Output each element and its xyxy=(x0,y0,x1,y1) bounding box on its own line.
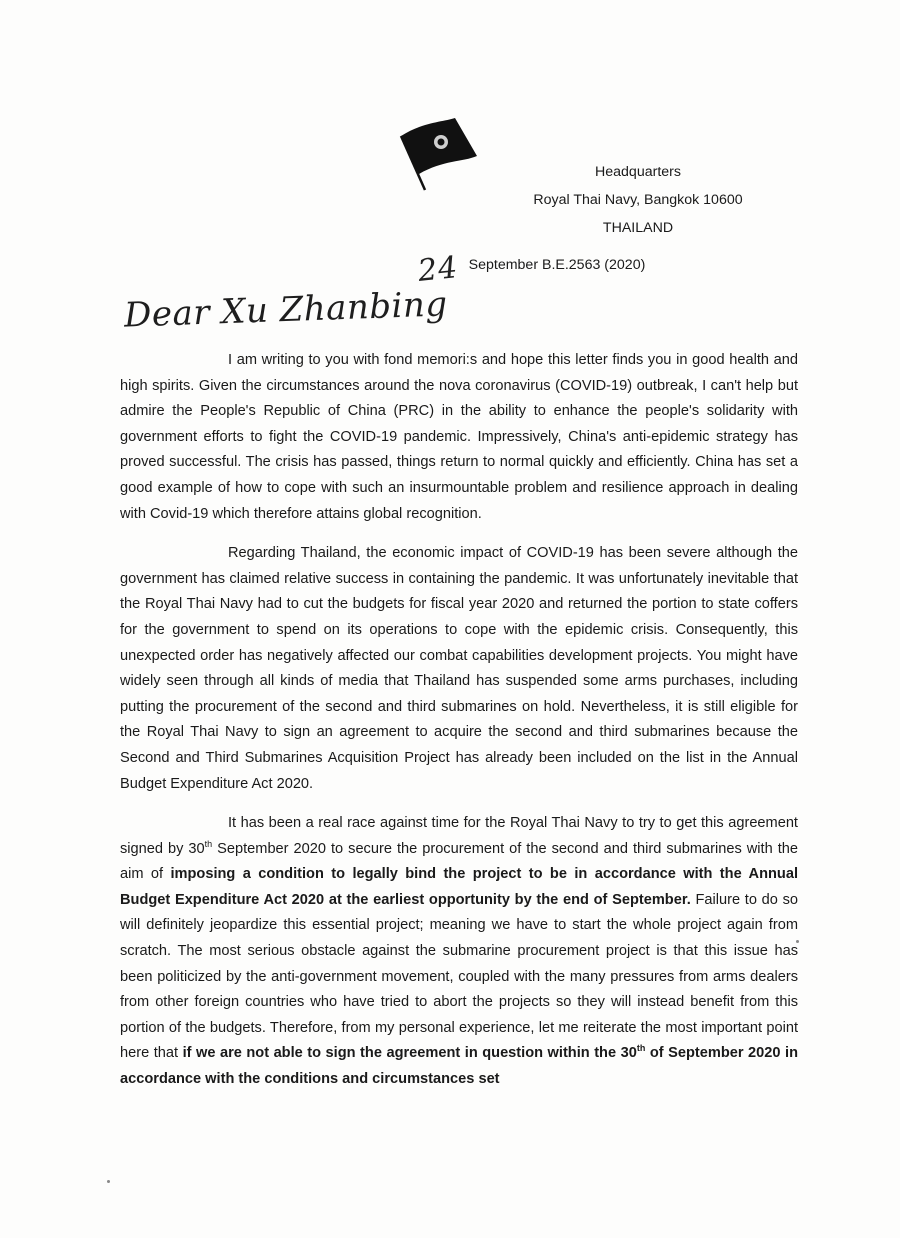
handwritten-salutation: Dear Xu Zhanbing xyxy=(123,284,449,336)
letterhead-address xyxy=(498,158,778,242)
paragraph-1: I am writing to you with fond memori:s and hope this letter finds you in good health and high spirits. Given the circumstances around the nova coronavirus (COVID-19) outbreak, I can't help but admire the People's Republic of China (PRC) in the ability to enhance the people's solidarity with government efforts to fight the COVID-19 pandemic. Impressively, China's anti-epidemic strategy has proved successful. The crisis has passed, things return to normal quickly and efficiently. China has set a good example of how to cope with such an insurmountable problem and resilience approach in dealing with Covid-19 which therefore attains global recognition. xyxy=(120,352,798,522)
paragraph-3 xyxy=(120,811,798,1093)
paragraph-3-bold-2 xyxy=(120,1045,798,1087)
paragraph-3-bold-2b: of September 2020 in accordance with the conditions and circumstances set xyxy=(120,1045,798,1088)
royal-thai-navy-flag-icon xyxy=(393,112,483,192)
scan-speck xyxy=(107,1180,110,1183)
paragraph-2: Regarding Thailand, the economic impact of COVID-19 has been severe although the government has claimed relative success in containing the pandemic. It was unfortunately inevitable that the Royal Thai Navy had to cut the budgets for fiscal year 2020 and returned the portion to state coffers for the government to spend on its operations to cope with the epidemic crisis. Consequently, this unexpected order has negatively affected our combat capabilities development projects. You might have widely seen through all kinds of media that Thailand has suspended some arms purchases, including putting the procurement of the second and third submarines on hold. Nevertheless, it is still eligible for the Royal Thai Navy to sign an agreement to acquire the second and third submarines because the Second and Third Submarines Acquisition Project has already been included on the list in the Annual Budget Expenditure Act 2020. xyxy=(120,545,798,792)
handwritten-day: 24 xyxy=(416,249,460,290)
superscript-th-2: th xyxy=(636,1043,646,1054)
paragraph-3-text-b: September 2020 to secure the procurement of the second and third submarines with the aim of xyxy=(120,840,799,883)
letter-body xyxy=(120,348,798,1107)
paragraph-3-bold-1: imposing a condition to legally bind the project to be in accordance with the Annual Budget Expenditure Act 2020 at the earliest opportunity by the end of September. xyxy=(120,866,798,908)
scan-speck xyxy=(796,940,799,943)
letter-date xyxy=(416,249,646,292)
address-line-country: THAILAND xyxy=(602,220,674,236)
paragraph-3-text-c: Failure to do so will definitely jeopardize this essential project; meaning we have to start the whole project again from scratch. The most serious obstacle against the submarine procurement project is that this issue has been politicized by the anti-government movement, coupled with the many pressures from arms dealers from other foreign countries who have tried to abort the projects so they will instead benefit from this portion of the budgets. Therefore, from my personal experience, let me reiterate the most important point here that xyxy=(120,891,798,1062)
address-line-headquarters: Headquarters xyxy=(595,164,681,180)
superscript-th: th xyxy=(204,838,213,849)
paragraph-3-bold-2a: if we are not able to sign the agreement in question within the 30 xyxy=(182,1045,637,1062)
address-line-navy: Royal Thai Navy, Bangkok 10600 xyxy=(533,192,743,208)
paragraph-3-text-a: It has been a real race against time for the Royal Thai Navy to try to get this agreement signed by 30 xyxy=(120,815,798,857)
date-text: September B.E.2563 (2020) xyxy=(468,257,646,273)
